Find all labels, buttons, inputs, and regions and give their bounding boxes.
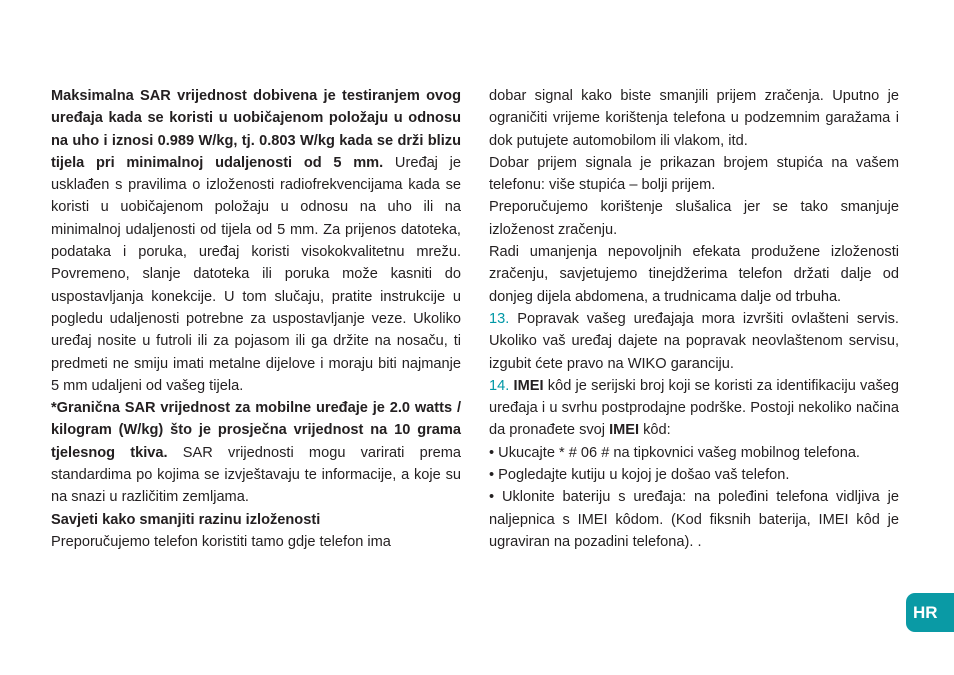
section-13 [489,308,899,375]
bullet-dial-code: • Ukucajte * # 06 # na tipkovnici vašeg mobilnog telefona. [489,444,860,461]
sar-paragraph [51,85,461,397]
sar-bold-text: Maksimalna SAR vrijednost dobivena je testiranjem ovog uređaja kada se koristi u uobičajenom položaju u odnosu na uho i iznosi 0.989 W/kg, tj. 0.803 W/kg kada se drži blizu tijela pri minimalnoj udaljenosti od 5 mm. [51,88,461,171]
imei-label: IMEI [513,377,544,394]
section-14-text: kôd je serijski broj koji se koristi za identifikaciju vašeg uređaja i u svrhu postprodajne podrške. Postoji nekoliko načina da pronađete svoj [489,377,899,439]
section-13-text: Popravak vašeg uređajaja mora izvršiti ovlašteni servis. Ukoliko vaš uređaj dajete na popravak neovlaštenom servisu, izgubit ćete pravo na WIKO garanciju. [489,310,899,372]
tips-paragraph-continued: dobar signal kako biste smanjili prijem zračenja. Uputno je ograničiti vrijeme korištenja telefona u podzemnim garažama i dok putujete automobilom ili vlakom, itd. [489,88,899,149]
section-13-number: 13. [489,310,510,327]
section-14 [489,375,899,442]
section-14-number: 14. [489,377,510,394]
tips-heading: Savjeti kako smanjiti razinu izloženosti [51,511,321,528]
sar-limit-bold-text: *Granična SAR vrijednost za mobilne uređaje je 2.0 watts / kilogram (W/kg) što je prosječna vrijednost na 10 grama tjelesnog tkiva. [51,400,461,461]
headset-paragraph: Preporučujemo korištenje slušalica jer se tako smanjuje izloženost zračenju. [489,199,899,238]
teen-advice-paragraph: Radi umanjenja nepovoljnih efekata produžene izloženosti zračenju, savjetujemo tinejdžerima telefon držati dalje od donjeg dijela abdomena, a trudnicama dalje od trbuha. [489,244,899,305]
sar-body-text: Uređaj je usklađen s pravilima o izloženosti radiofrekvencijama kada se koristi u uobičajenom položaju u odnosu na uho ili na minimalnoj udaljenosti od tijela od 5 mm. Za prijenos datoteka, podataka i poruka, uređaj koristi visokokvalitetnu mrežu. Povremeno, slanje datoteka ili poruka može kasniti do uspostavljanja konekcije. U tom slučaju, pratite instrukcije u pogledu udaljenosti potrebne za uspostavljanje veze. Ukoliko uređaj nosite u futroli ili za pojasom ili ga držite na nosaču, ti predmeti ne smiju imati metalne dijelove i moraju biti najmanje 5 mm udaljeni od vašeg tijela. [51,154,461,394]
section-14-text-end: kôd: [639,422,671,439]
tips-paragraph-start: Preporučujemo telefon koristiti tamo gdje telefon ima [51,533,391,550]
signal-paragraph: Dobar prijem signala je prikazan brojem stupića na vašem telefonu: više stupića – bolji prijem. [489,154,899,194]
sar-limit-paragraph [51,397,461,508]
imei-label-2: IMEI [609,422,640,439]
bullet-box: • Pogledajte kutiju u kojoj je došao vaš telefon. [489,467,790,484]
left-column [51,85,461,553]
bullet-battery: • Uklonite bateriju s uređaja: na poleđini telefona vidljiva je naljepnica s IMEI kôdom. (Kod fiksnih baterija, IMEI kôd je ugraviran na pozadini telefona). . [489,489,899,550]
right-column [489,85,899,553]
sar-limit-body-text: SAR vrijednosti mogu varirati prema standardima po kojima se izvještavaju te informacije, a koje su na snazi u različitim zemljama. [51,444,462,506]
language-tab: HR [906,593,954,632]
